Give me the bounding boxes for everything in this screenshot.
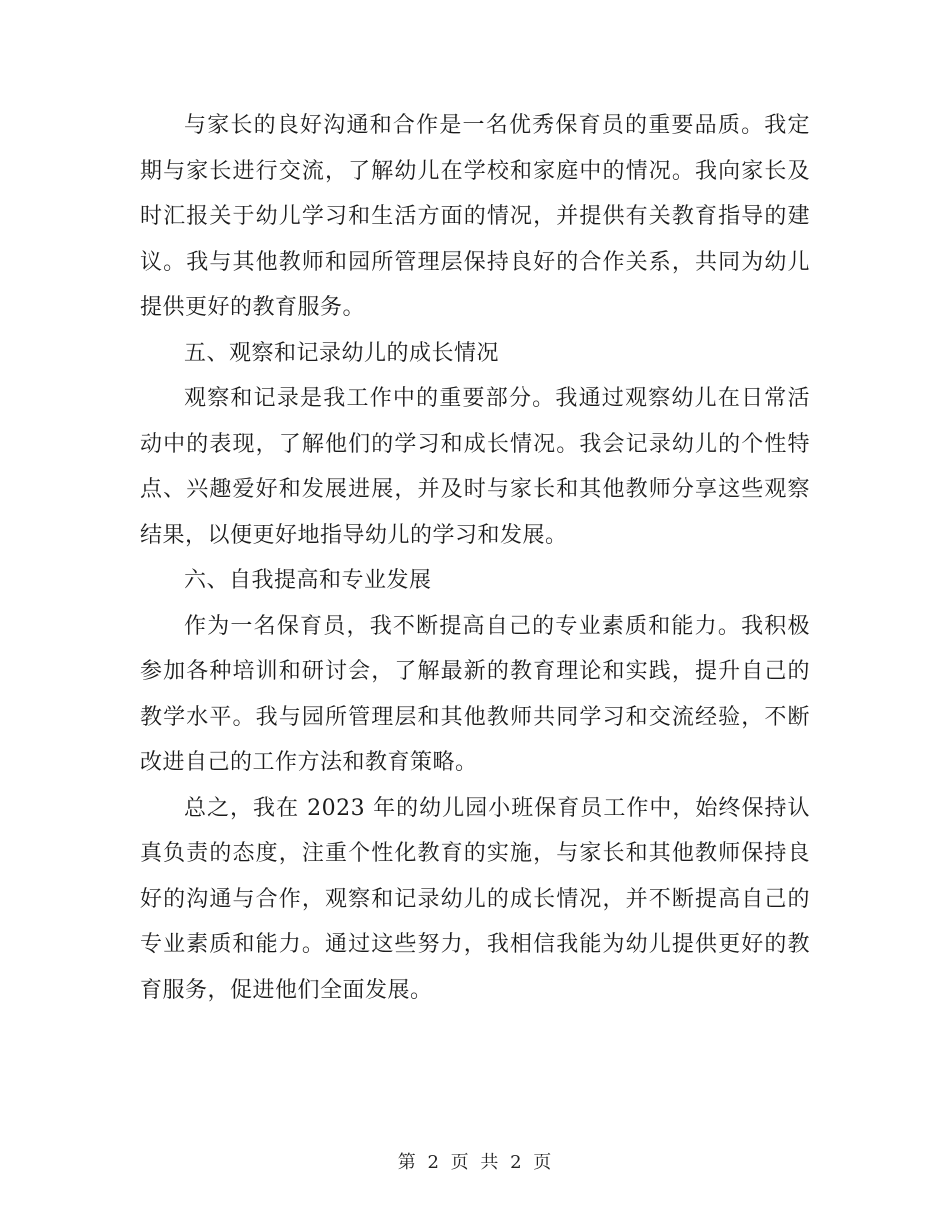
- document-body: [140, 103, 810, 1013]
- paragraph-conclusion: 总之，我在 2023 年的幼儿园小班保育员工作中，始终保持认真负责的态度，注重个性化教育的实施，与家长和其他教师保持良好的沟通与合作，观察和记录幼儿的成长情况，并不断提高自己的专业素质和能力。通过这些努力，我相信我能为幼儿提供更好的教育服务，促进他们全面发展。: [140, 795, 810, 1003]
- paragraph-observation: 观察和记录是我工作中的重要部分。我通过观察幼儿在日常活动中的表现，了解他们的学习和成长情况。我会记录幼儿的个性特点、兴趣爱好和发展进展，并及时与家长和其他教师分享这些观察结果，以便更好地指导幼儿的学习和发展。: [140, 386, 810, 548]
- page-footer: 第 2 页 共 2 页: [397, 1152, 553, 1173]
- section-heading-observation: 五、观察和记录幼儿的成长情况: [184, 340, 500, 366]
- paragraph-parent-communication: 与家长的良好沟通和合作是一名优秀保育员的重要品质。我定期与家长进行交流，了解幼儿在学校和家庭中的情况。我向家长及时汇报关于幼儿学习和生活方面的情况，并提供有关教育指导的建议。我与其他教师和园所管理层保持良好的合作关系，共同为幼儿提供更好的教育服务。: [140, 113, 810, 320]
- section-heading-self-improvement: 六、自我提高和专业发展: [184, 568, 432, 593]
- paragraph-self-improvement: 作为一名保育员，我不断提高自己的专业素质和能力。我积极参加各种培训和研讨会，了解最新的教育理论和实践，提升自己的教学水平。我与园所管理层和其他教师共同学习和交流经验，不断改进自己的工作方法和教育策略。: [140, 613, 810, 775]
